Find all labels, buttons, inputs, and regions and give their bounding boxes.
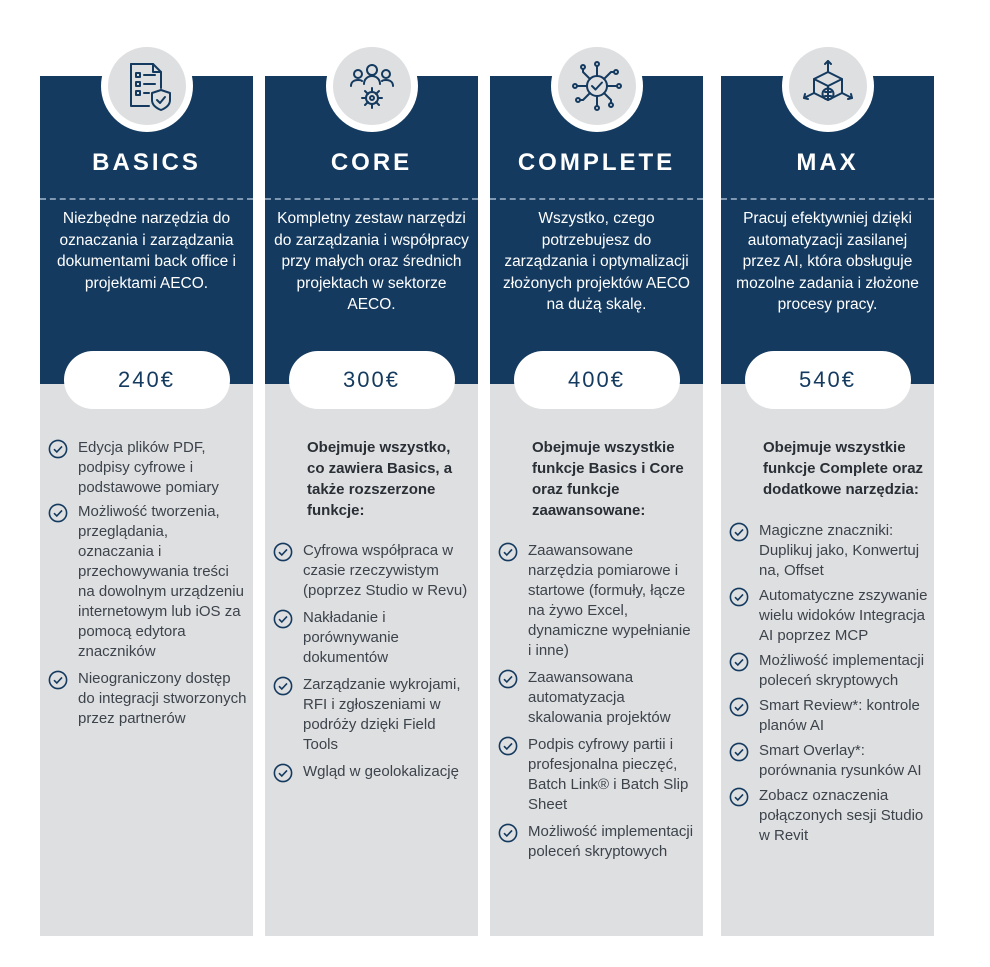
plan-card-max (721, 76, 934, 936)
check-circle-icon (729, 787, 749, 807)
plan-header (721, 76, 934, 384)
feature-item (273, 675, 472, 755)
plan-icon-badge (326, 40, 418, 132)
feature-list (498, 541, 697, 862)
divider (490, 198, 703, 200)
document-shield-icon (119, 58, 175, 114)
plan-card-complete (490, 76, 703, 936)
check-circle-icon (729, 742, 749, 762)
plan-card-basics (40, 76, 253, 936)
divider (265, 198, 478, 200)
network-check-icon (569, 58, 625, 114)
feature-item (498, 668, 697, 728)
check-circle-icon (498, 823, 518, 843)
plan-icon-badge (101, 40, 193, 132)
feature-item (273, 608, 472, 668)
feature-item (48, 502, 247, 662)
feature-text: Podpis cyfrowy partii i profesjonalna pieczęć, Batch Link® i Batch Slip Sheet (528, 736, 689, 813)
plan-intro: Obejmuje wszystkie funkcje Complete oraz dodatkowe narzędzia: (763, 439, 924, 498)
divider (40, 198, 253, 200)
check-circle-icon (273, 763, 293, 783)
plan-description: Kompletny zestaw narzędzi do zarządzania i współpracy przy małych oraz średnich projektach w sektorze AECO. (274, 210, 469, 313)
check-circle-icon (729, 587, 749, 607)
feature-item (729, 586, 928, 646)
plan-name: BASICS (92, 149, 201, 176)
feature-text: Możliwość tworzenia, przeglądania, oznaczania i przechowywania treści na dowolnym urządzeniu internetowym lub iOS za pomocą edytora znaczników (78, 503, 244, 660)
plan-price: 300€ (289, 351, 455, 409)
feature-list (729, 521, 928, 846)
feature-item (273, 762, 472, 782)
feature-text: Nakładanie i porównywanie dokumentów (303, 609, 399, 666)
plan-name: CORE (330, 149, 413, 176)
check-circle-icon (498, 542, 518, 562)
plan-icon-badge (551, 40, 643, 132)
feature-text: Automatyczne zszywanie wielu widoków Integracja AI poprzez MCP (759, 587, 928, 644)
plan-price: 240€ (64, 351, 230, 409)
plan-card-core (265, 76, 478, 936)
check-circle-icon (273, 609, 293, 629)
feature-text: Możliwość implementacji poleceń skryptowych (528, 823, 694, 860)
feature-item (729, 521, 928, 581)
feature-text: Wgląd w geolokalizację (303, 763, 459, 780)
feature-text: Zobacz oznaczenia połączonych sesji Studio w Revit (759, 787, 924, 844)
feature-text: Smart Review*: kontrole planów AI (759, 697, 920, 734)
feature-item (498, 822, 697, 862)
feature-item (273, 541, 472, 601)
plan-icon-badge (782, 40, 874, 132)
plan-description: Pracuj efektywniej dzięki automatyzacji zasilanej przez AI, która obsługuje mozolne zadania i złożone procesy pracy. (736, 210, 919, 313)
plan-header (265, 76, 478, 384)
feature-item (729, 651, 928, 691)
team-gear-icon (344, 58, 400, 114)
feature-text: Zaawansowane narzędzia pomiarowe i startowe (formuły, łącze na żywo Excel, dynamiczne wypełnianie i inne) (528, 542, 691, 659)
feature-text: Możliwość implementacji poleceń skryptowych (759, 652, 925, 689)
feature-item (729, 741, 928, 781)
feature-item (729, 696, 928, 736)
plan-intro: Obejmuje wszystko, co zawiera Basics, a także rozszerzone funkcje: (307, 439, 453, 519)
feature-text: Zarządzanie wykrojami, RFI i zgłoszeniami w podróży dzięki Field Tools (303, 676, 461, 753)
plan-description: Niezbędne narzędzia do oznaczania i zarządzania dokumentami back office i projektami AECO. (57, 210, 236, 292)
check-circle-icon (48, 439, 68, 459)
plan-price: 540€ (745, 351, 911, 409)
feature-item (48, 669, 247, 729)
feature-item (498, 541, 697, 661)
check-circle-icon (729, 652, 749, 672)
feature-text: Smart Overlay*: porównania rysunków AI (759, 742, 922, 779)
check-circle-icon (48, 503, 68, 523)
divider (721, 198, 934, 200)
feature-text: Nieograniczony dostęp do integracji stworzonych przez partnerów (78, 670, 247, 727)
feature-text: Edycja plików PDF, podpisy cyfrowe i podstawowe pomiary (78, 439, 219, 496)
feature-item (498, 735, 697, 815)
feature-text: Zaawansowana automatyzacja skalowania projektów (528, 669, 671, 726)
check-circle-icon (498, 669, 518, 689)
plan-intro: Obejmuje wszystkie funkcje Basics i Core oraz funkcje zaawansowane: (532, 439, 684, 519)
check-circle-icon (48, 670, 68, 690)
feature-item (729, 786, 928, 846)
plan-description: Wszystko, czego potrzebujesz do zarządzania i optymalizacji złożonych projektów AECO na dużą skalę. (503, 210, 690, 313)
check-circle-icon (273, 542, 293, 562)
check-circle-icon (498, 736, 518, 756)
plan-price: 400€ (514, 351, 680, 409)
feature-list (48, 438, 247, 729)
feature-item (48, 438, 247, 498)
feature-text: Magiczne znaczniki: Duplikuj jako, Konwertuj na, Offset (759, 522, 920, 579)
plan-header (40, 76, 253, 384)
ai-cube-icon (800, 58, 856, 114)
check-circle-icon (729, 522, 749, 542)
feature-list (273, 541, 472, 782)
feature-text: Cyfrowa współpraca w czasie rzeczywistym (poprzez Studio w Revu) (303, 542, 468, 599)
plan-header (490, 76, 703, 384)
check-circle-icon (729, 697, 749, 717)
plan-name: COMPLETE (517, 149, 676, 176)
plan-name: MAX (796, 149, 859, 176)
check-circle-icon (273, 676, 293, 696)
